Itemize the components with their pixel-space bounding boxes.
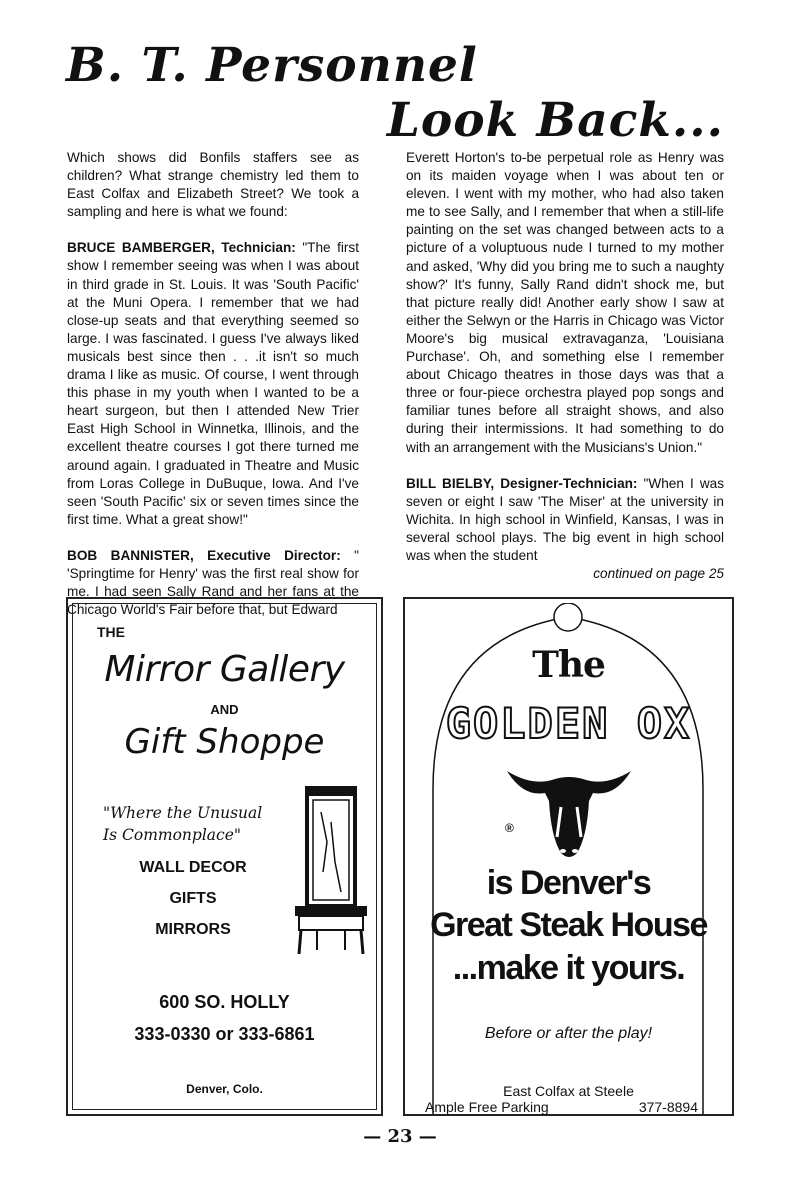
- entry-text: " 'Springtime for Henry' was the first real show for me. I had seen Sally Rand and her fans at the Chicago World's Fair before that, but Edward: [67, 547, 359, 618]
- article-column-left: [67, 149, 359, 637]
- entry-bamberger: [67, 239, 359, 529]
- article-column-right: [406, 149, 724, 583]
- registered-mark: ®: [505, 821, 514, 835]
- ad-the: The: [532, 644, 605, 686]
- ad-and: AND: [210, 702, 239, 717]
- ad-item-mirrors: MIRRORS: [155, 921, 231, 938]
- steer-head-icon: [503, 757, 635, 867]
- ad-gift-shoppe: Gift Shoppe: [124, 722, 325, 762]
- ad-quote-line-1: "Where the Unusual: [103, 804, 263, 822]
- entry-bielby: [406, 475, 724, 565]
- ad-item-gifts: GIFTS: [169, 890, 217, 907]
- standing-mirror-icon: [291, 782, 371, 956]
- ad-inner-border: [72, 603, 377, 1110]
- intro-paragraph: Which shows did Bonfils staffers see as children? What strange chemistry led them to East Colfax and Elizabeth Street? We took a sampling and here is what we found:: [67, 150, 359, 220]
- ad-parking: Ample Free Parking: [425, 1099, 549, 1115]
- ad-tagline: Before or after the play!: [484, 1025, 653, 1042]
- continued-note: continued on page 25: [593, 566, 724, 582]
- ad-slogan-line-2: Great Steak House: [430, 906, 707, 944]
- entry-name: BRUCE BAMBERGER, Technician:: [67, 240, 296, 256]
- entry-text: "When I was seven or eight I saw 'The Miser' at the university in Wichita. In high school in Winfield, Kansas, I was in several school plays. The big event in high school was when the student: [406, 475, 724, 563]
- ad-quote: [103, 802, 262, 846]
- page-number: — 23 —: [363, 1126, 437, 1147]
- ad-mirror-gallery: Mirror Gallery: [104, 649, 345, 690]
- ad-quote-line-2: Is Commonplace": [103, 826, 242, 844]
- ad-address: East Colfax at Steele: [503, 1083, 634, 1099]
- golden-ox-ad: [403, 597, 734, 1116]
- golden-ox-logo: GOLDEN OX: [445, 699, 692, 748]
- continuation-paragraph: Everett Horton's to-be perpetual role as Henry was on its maiden voyage when I was about ten or eleven. I went with my mother, who had also taken me to see Sally, and I remember that when a still-life painting on the set was changed between acts to a picture of a voluptuous nude I turned to my mother and asked, 'Why did you bring me to such a naughty show?' It's funny, Sally Rand didn't shock me, but that picture really did! Another early show I saw at either the Selwyn or the Harris in Chicago was Victor Moore's big musical extravaganza, 'Louisiana Purchase'. Oh, and something else I remember about Chicago theatres in those days was that a three or four-piece orchestra played pop songs and familiar tunes before all straight shows, and also during their intermissions. It had something to do with an arrangement with the Musicians's Union.": [406, 150, 724, 455]
- entry-name: BOB BANNISTER, Executive Director:: [67, 547, 341, 563]
- ad-item-wall-decor: WALL DECOR: [139, 859, 247, 876]
- headline-line-1: B. T. Personnel: [66, 38, 478, 93]
- ad-slogan-line-1: is Denver's: [486, 864, 651, 902]
- ad-phone: 377-8894: [638, 1099, 698, 1115]
- ad-phone: 333-0330 or 333-6861: [134, 1024, 315, 1044]
- entry-name: BILL BIELBY, Designer-Technician:: [406, 475, 638, 491]
- ad-address: 600 SO. HOLLY: [159, 992, 290, 1012]
- ad-city: Denver, Colo.: [186, 1082, 263, 1096]
- entry-text: "The first show I remember seeing was when I was about in third grade in St. Louis. It was 'South Pacific' at the Muni Opera. I remember that we had close-up seats and that everything seemed so large. I was fascinated. I guess I've always liked musicals best since then . . .it isn't so much drama I like as music. Of course, I went through this phase in my youth when I wanted to be a heart surgeon, but then I attended New Trier East High School in Winnetka, Illinois, and the excellent theatre courses I got there turned me around again. I graduated in Theatre and Music from Loras College in DuBuque, Iowa. And I've seen 'South Pacific' six or seven times since the first time. What a great show!": [67, 240, 360, 527]
- ad-slogan-line-3: ...make it yours.: [452, 949, 685, 987]
- headline-line-2: Look Back...: [386, 93, 724, 148]
- ad-the: THE: [97, 624, 125, 640]
- mirror-gallery-ad: [66, 597, 383, 1116]
